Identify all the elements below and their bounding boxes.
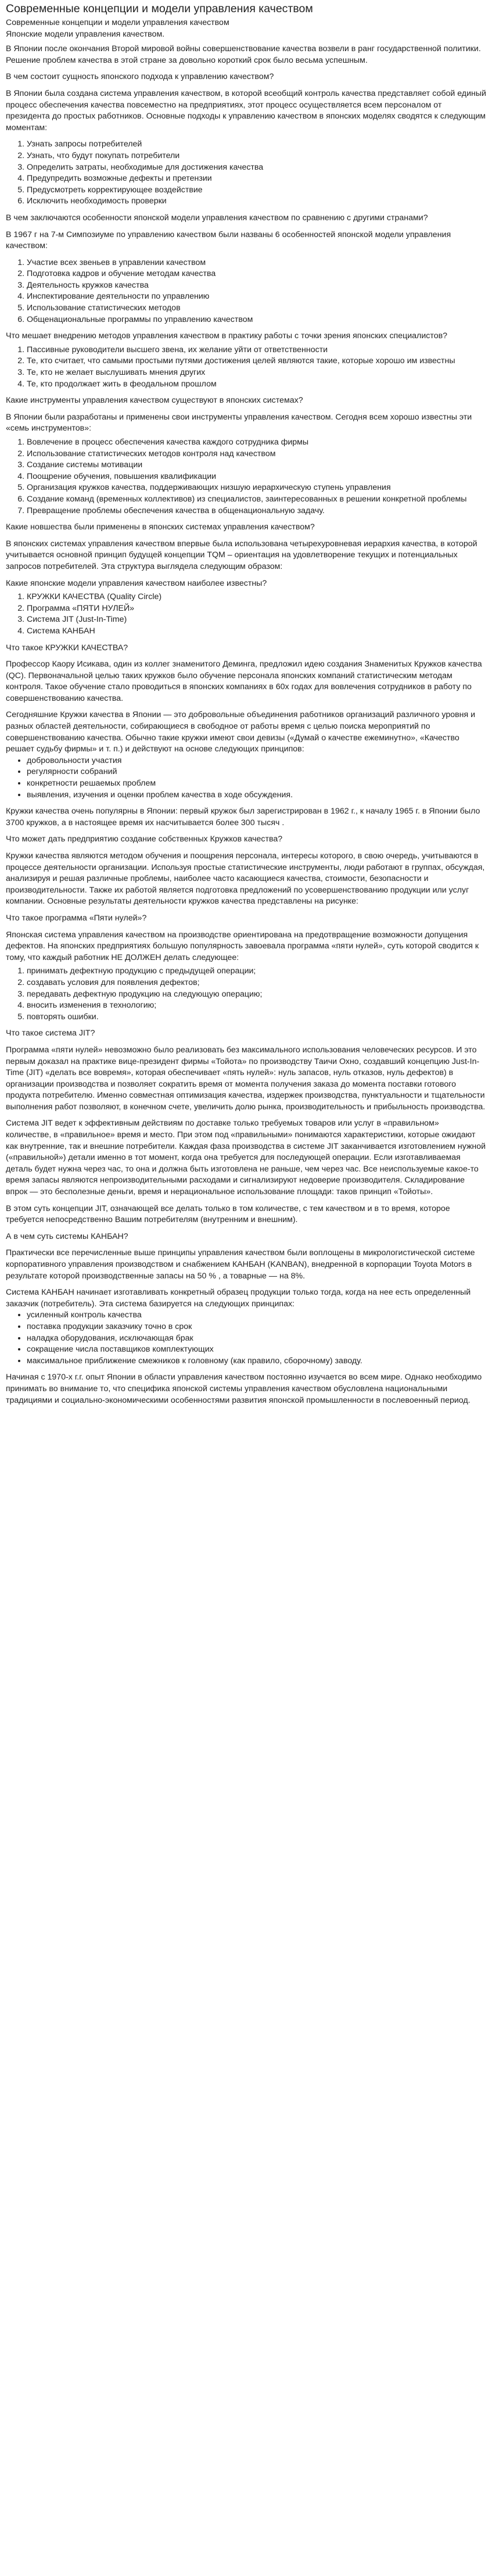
question-8: Что может дать предприятию создание собственных Кружков качества? xyxy=(6,834,283,844)
list-item: • наладка оборудования, исключающая брак xyxy=(27,1333,486,1345)
paragraph-15: Система КАНБАН начинает изготавливать конкретный образец продукции только тогда, когда на нее есть определенный заказчик (потребитель). Эта система базируется на следующих принципах: xyxy=(6,1288,471,1309)
list-item: 1. Узнать запросы потребителей xyxy=(27,139,486,151)
paragraph-7: Сегодняшние Кружки качества в Японии — это добровольные объединения работников организаций различного уровня и разных областей деятельности, собирающиеся в свободное от работы время с целью поиска мероприятий по совершенствованию качества. Обычно такие кружки имеют свои девизы («Думай о качестве ежеминутно», «Качество решает судьбу фирмы» и т. п.) и действуют на основе следующих принципов: xyxy=(6,710,476,754)
question-4: Какие инструменты управления качеством существуют в японских системах? xyxy=(6,396,303,406)
list-item: 1. Пассивные руководители высшего звена, их желание уйти от ответственности xyxy=(27,345,486,356)
paragraph-3: В 1967 г на 7-м Симпозиуме по управлению качеством были названы 6 особенностей японской модели управления качеством: xyxy=(6,230,451,251)
list-item: • сокращение числа поставщиков комплектующих xyxy=(27,1344,486,1356)
list-item: • конкретности решаемых проблем xyxy=(27,778,486,790)
paragraph-6: Профессор Каору Исикава, один из коллег знаменитого Деминга, предложил идею создания Знаменитых Кружков качества (QC). Первоначальной целью таких кружков было обучение персонала японских компаний статистическим методам контроля. Такое обучение стало проводиться в японских компаниях в 60х годах для вовлечения сотрудников в работу по совершенствованию качества. xyxy=(6,660,482,703)
list-item: 2. Подготовка кадров и обучение методам качества xyxy=(27,268,486,280)
page-title: Современные концепции и модели управления качеством xyxy=(6,2,313,15)
list-item: 6. Создание команд (временных коллективов) из специалистов, заинтересованных в решении конкретной проблемы xyxy=(27,494,486,506)
list-item: 4. Система КАНБАН xyxy=(27,626,486,637)
paragraph-16: Начиная с 1970-х г.г. опыт Японии в области управления качеством постоянно изучается во всем мире. Однако необходимо принимать во внимание то, что специфика японской системы управления качеством обусловлена национальными традициями и социально-экономическими особенностями развития японской промышленности в послевоенный период. xyxy=(6,1373,482,1405)
paragraph-9: Кружки качества являются методом обучения и поощрения персонала, интересы которого, в свою очередь, учитываются в процессе деятельности организации. Используя простые статистические инструменты, люди работают в группах, обсуждая, анализируя и решая различные проблемы, наиболее часто касающиеся качества, стоимости, безопасности и производительности. Также их работой является подготовка предложений по усовершенствованию продукции или услуг компании. Основные результаты деятельности кружков качества представлены на рисунке: xyxy=(6,851,485,907)
list-item: 4. Те, кто продолжает жить в феодальном прошлом xyxy=(27,379,486,390)
list-item: 6. Исключить необходимость проверки xyxy=(27,196,486,207)
paragraph-4: В Японии были разработаны и применены свои инструменты управления качеством. Сегодня всем хорошо известны эти «семь инструментов»: xyxy=(6,412,472,433)
paragraph-1: В Японии после окончания Второй мировой войны совершенствование качества возвели в ранг государственной политики. Решение проблем качества в этой стране за довольно короткий срок было весьма успешным. xyxy=(6,44,481,65)
approach-list xyxy=(6,139,486,207)
question-2: В чем заключаются особенности японской модели управления качеством по сравнению с другими странами? xyxy=(6,213,428,223)
paragraph-11: Программа «пяти нулей» невозможно было реализовать без максимального использования человеческих ресурсов. И это первым доказал на практике вице-президент фирмы «Тойота» по производству Таичи Охно, создавший концепцию Just-In-Time (JIT) «делать все вовремя», которая обеспечивает «пять нулей»: нуль запасов, нуль отказов, нуль дефектов) в организации производства и позволяет сократить время от момента получения заказа до момента поставки готового продукта потребителю. Именно совместная оптимизация качества, издержек производства, пунктуальности и тщательности выполнения работ позволяют, в конечном счете, увеличить долю рынка, производительность и прибыльность производства. xyxy=(6,1045,486,1112)
list-item: 3. Система JIT (Just-In-Time) xyxy=(27,614,486,626)
obstacles-list xyxy=(6,345,486,390)
list-item: 2. Использование статистических методов контроля над качеством xyxy=(27,449,486,460)
subtitle: Современные концепции и модели управления качеством xyxy=(6,18,229,27)
list-item: 5. повторять ошибки. xyxy=(27,1012,486,1023)
models-list xyxy=(6,592,486,637)
question-3: Что мешает внедрению методов управления качеством в практику работы с точки зрения японских специалистов? xyxy=(6,331,448,341)
list-item: 1. КРУЖКИ КАЧЕСТВА (Quality Circle) xyxy=(27,592,486,603)
list-item: 6. Общенациональные программы по управлению качеством xyxy=(27,314,486,326)
list-item: • добровольности участия xyxy=(27,755,486,767)
list-item: 2. Узнать, что будут покупать потребители xyxy=(27,151,486,162)
list-item: 3. Создание системы мотивации xyxy=(27,460,486,471)
paragraph-2: В Японии была создана система управления качеством, в которой всеобщий контроль качества представляет собой единый процесс обеспечения качества повсеместно на предприятиях, этот процесс осуществляется всем персоналом от президента до простых работников. Основные подходы к управлению качеством в японских моделях сводятся к следующим моментам: xyxy=(6,88,486,132)
principles-list xyxy=(6,755,486,801)
question-11: А в чем суть системы КАНБАН? xyxy=(6,1231,128,1241)
question-9: Что такое программа «Пяти нулей»? xyxy=(6,913,147,923)
list-item: 3. Деятельность кружков качества xyxy=(27,280,486,292)
paragraph-5: В японских системах управления качеством впервые была использована четырехуровневая иерархия качества, в которой учитывается основной принцип будущей концепции TQM – ориентация на удовлетворение текущих и потенциальных запросов потребителей. Эта структура выглядела следующим образом: xyxy=(6,539,477,571)
paragraph-13: В этом суть концепции JIT, означающей все делать только в том количестве, с тем качеством и в то время, которое требуется непосредственно Вашим потребителям (внутренним и внешним). xyxy=(6,1203,450,1225)
list-item: 1. принимать дефектную продукцию с предыдущей операции; xyxy=(27,966,486,977)
list-item: 1. Участие всех звеньев в управлении качеством xyxy=(27,257,486,269)
features-list xyxy=(6,257,486,326)
question-5: Какие новшества были применены в японских системах управления качеством? xyxy=(6,522,315,532)
kanban-principles-list xyxy=(6,1310,486,1367)
list-item: 2. Программа «ПЯТИ НУЛЕЙ» xyxy=(27,603,486,615)
paragraph-10: Японская система управления качеством на производстве ориентирована на предотвращение возможности допущения дефектов. На японских предприятиях большую популярность завоевала программа «пяти нулей», суть которой сводится к тому, что каждый работник НЕ ДОЛЖЕН делать следующее: xyxy=(6,930,479,962)
question-6: Какие японские модели управления качеством наиболее известны? xyxy=(6,578,267,588)
question-10: Что такое система JIT? xyxy=(6,1029,95,1038)
list-item: 3. Определить затраты, необходимые для достижения качества xyxy=(27,162,486,174)
list-item: 4. Поощрение обучения, повышения квалификации xyxy=(27,471,486,483)
list-item: 3. Те, кто не желает выслушивать мнения других xyxy=(27,367,486,379)
list-item: • максимальное приближение смежников к головному (как правило, сборочному) заводу. xyxy=(27,1356,486,1367)
intro-label: Японские модели управления качеством. xyxy=(6,29,165,39)
list-item: • регулярности собраний xyxy=(27,766,486,778)
list-item: • выявления, изучения и оценки проблем качества в ходе обсуждения. xyxy=(27,790,486,801)
list-item: • усиленный контроль качества xyxy=(27,1310,486,1321)
list-item: 2. создавать условия для появления дефектов; xyxy=(27,977,486,989)
tools-list xyxy=(6,437,486,517)
list-item: 3. передавать дефектную продукцию на следующую операцию; xyxy=(27,989,486,1001)
list-item: • поставка продукции заказчику точно в срок xyxy=(27,1321,486,1333)
list-item: 5. Организация кружков качества, поддерживающих низшую иерархическую ступень управления xyxy=(27,482,486,494)
list-item: 4. вносить изменения в технологию; xyxy=(27,1000,486,1012)
paragraph-14: Практически все перечисленные выше принципы управления качеством были воплощены в микрологистической системе корпоративного управления производством и снабжением КАНБАН (KANBAN), внедренной в корпорации Toyota Motors в результате которой производственные запасы на 50 % , а товарные — на 8%. xyxy=(6,1248,475,1281)
list-item: 4. Предупредить возможные дефекты и претензии xyxy=(27,173,486,185)
list-item: 5. Использование статистических методов xyxy=(27,303,486,314)
list-item: 4. Инспектирование деятельности по управлению xyxy=(27,291,486,303)
paragraph-12: Система JIT ведет к эффективным действиям по доставке только требуемых товаров или услуг в «правильном» количестве, в «правильное» время и место. При этом под «правильными» понимаются характеристики, которые ожидают как внутренние, так и внешние потребители. Каждая фаза производства в системе JIT заканчивается изготовлением нужной («правильной») детали именно в тот момент, когда она требуется для последующей операции. Если изготавливаемая деталь будет нужна через час, то она и должна быть изготовлена не раньше, чем через час. Все неиспользуемые какое-то время запасы являются непроизводительными расходами и сигнализируют недоверие производителя. Складирование впрок — это бесполезные деньги, время и нерациональное использование площади: таков принцип «Тойоты». xyxy=(6,1119,486,1197)
list-item: 2. Те, кто считает, что самыми простыми путями достижения целей являются такие, которые хорошо им известны xyxy=(27,356,486,367)
five-zeros-list xyxy=(6,966,486,1023)
list-item: 1. Вовлечение в процесс обеспечения качества каждого сотрудника фирмы xyxy=(27,437,486,449)
paragraph-8: Кружки качества очень популярны в Японии: первый кружок был зарегистрирован в 1962 г., к началу 1965 г. в Японии было 3700 кружков, а в настоящее время их насчитывается более 300 тысяч . xyxy=(6,807,480,827)
question-1: В чем состоит сущность японского подхода к управлению качеством? xyxy=(6,72,274,82)
list-item: 5. Предусмотреть корректирующее воздействие xyxy=(27,185,486,196)
question-7: Что такое КРУЖКИ КАЧЕСТВА? xyxy=(6,643,128,653)
list-item: 7. Превращение проблемы обеспечения качества в общенациональную задачу. xyxy=(27,506,486,517)
